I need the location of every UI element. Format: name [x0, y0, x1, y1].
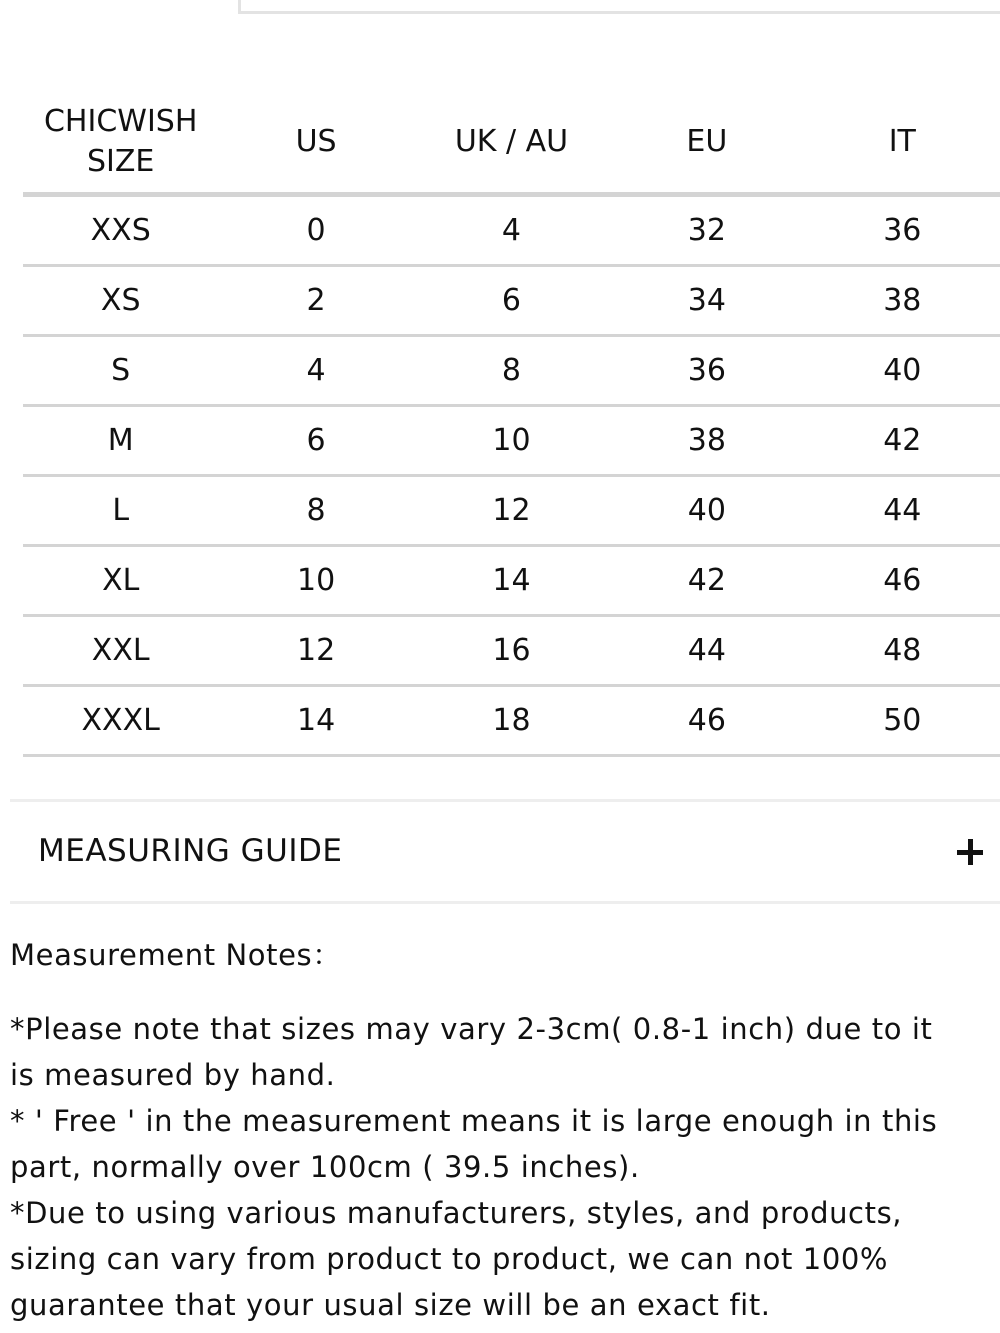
- header-uk-au: UK / AU: [414, 92, 609, 195]
- cell-uk-au: 4: [414, 195, 609, 266]
- divider: [10, 901, 1000, 904]
- header-us: US: [218, 92, 413, 195]
- cell-chicwish: XXS: [23, 195, 218, 266]
- cell-us: 6: [218, 406, 413, 476]
- cell-chicwish: S: [23, 336, 218, 406]
- cell-eu: 32: [609, 195, 804, 266]
- cell-it: 40: [805, 336, 1000, 406]
- note-line: is measured by hand.: [10, 1058, 336, 1092]
- cell-eu: 42: [609, 546, 804, 616]
- cell-uk-au: 8: [414, 336, 609, 406]
- header-chicwish-line1: CHICWISH: [43, 104, 198, 139]
- table-row: [23, 616, 1000, 686]
- table-row: [23, 406, 1000, 476]
- cell-it: 42: [805, 406, 1000, 476]
- cell-it: 48: [805, 616, 1000, 686]
- cell-uk-au: 14: [414, 546, 609, 616]
- note-line: *Please note that sizes may vary 2-3cm( 0.8-1 inch) due to it: [10, 1012, 933, 1046]
- cell-uk-au: 18: [414, 686, 609, 756]
- cell-eu: 46: [609, 686, 804, 756]
- cell-chicwish: M: [23, 406, 218, 476]
- table-header-row: [23, 92, 1000, 195]
- cell-it: 44: [805, 476, 1000, 546]
- divider: [10, 799, 1000, 802]
- cell-it: 50: [805, 686, 1000, 756]
- notes-title: Measurement Notes：: [10, 938, 342, 972]
- plus-icon[interactable]: [957, 839, 983, 865]
- cell-us: 10: [218, 546, 413, 616]
- measuring-guide-title: MEASURING GUIDE: [38, 833, 343, 869]
- cell-uk-au: 10: [414, 406, 609, 476]
- cell-chicwish: XXL: [23, 616, 218, 686]
- table-row: [23, 546, 1000, 616]
- table-row: [23, 266, 1000, 336]
- cell-us: 2: [218, 266, 413, 336]
- size-selector-box: [238, 0, 1000, 14]
- header-chicwish-line2: SIZE: [86, 144, 155, 179]
- cell-uk-au: 12: [414, 476, 609, 546]
- cell-uk-au: 6: [414, 266, 609, 336]
- cell-us: 4: [218, 336, 413, 406]
- table-row: [23, 336, 1000, 406]
- size-chart-table: [23, 92, 1000, 757]
- header-eu: EU: [609, 92, 804, 195]
- cell-chicwish: L: [23, 476, 218, 546]
- cell-it: 36: [805, 195, 1000, 266]
- cell-it: 46: [805, 546, 1000, 616]
- table-row: [23, 476, 1000, 546]
- cell-eu: 34: [609, 266, 804, 336]
- cell-us: 0: [218, 195, 413, 266]
- header-chicwish-size: [23, 92, 218, 195]
- note-line: guarantee that your usual size will be an exact fit.: [10, 1288, 771, 1322]
- cell-uk-au: 16: [414, 616, 609, 686]
- measurement-notes: [10, 932, 1000, 1328]
- header-it: IT: [805, 92, 1000, 195]
- cell-eu: 40: [609, 476, 804, 546]
- table-row: [23, 195, 1000, 266]
- note-line: sizing can vary from product to product, we can not 100%: [10, 1242, 889, 1276]
- measuring-guide-toggle[interactable]: [10, 803, 1000, 901]
- cell-us: 8: [218, 476, 413, 546]
- cell-us: 12: [218, 616, 413, 686]
- cell-it: 38: [805, 266, 1000, 336]
- cell-us: 14: [218, 686, 413, 756]
- cell-eu: 38: [609, 406, 804, 476]
- note-line: * ' Free ' in the measurement means it is large enough in this: [10, 1104, 938, 1138]
- cell-eu: 36: [609, 336, 804, 406]
- note-line: part, normally over 100cm ( 39.5 inches).: [10, 1150, 640, 1184]
- note-line: *Due to using various manufacturers, styles, and products,: [10, 1196, 903, 1230]
- cell-chicwish: XS: [23, 266, 218, 336]
- cell-eu: 44: [609, 616, 804, 686]
- cell-chicwish: XXXL: [23, 686, 218, 756]
- cell-chicwish: XL: [23, 546, 218, 616]
- table-row: [23, 686, 1000, 756]
